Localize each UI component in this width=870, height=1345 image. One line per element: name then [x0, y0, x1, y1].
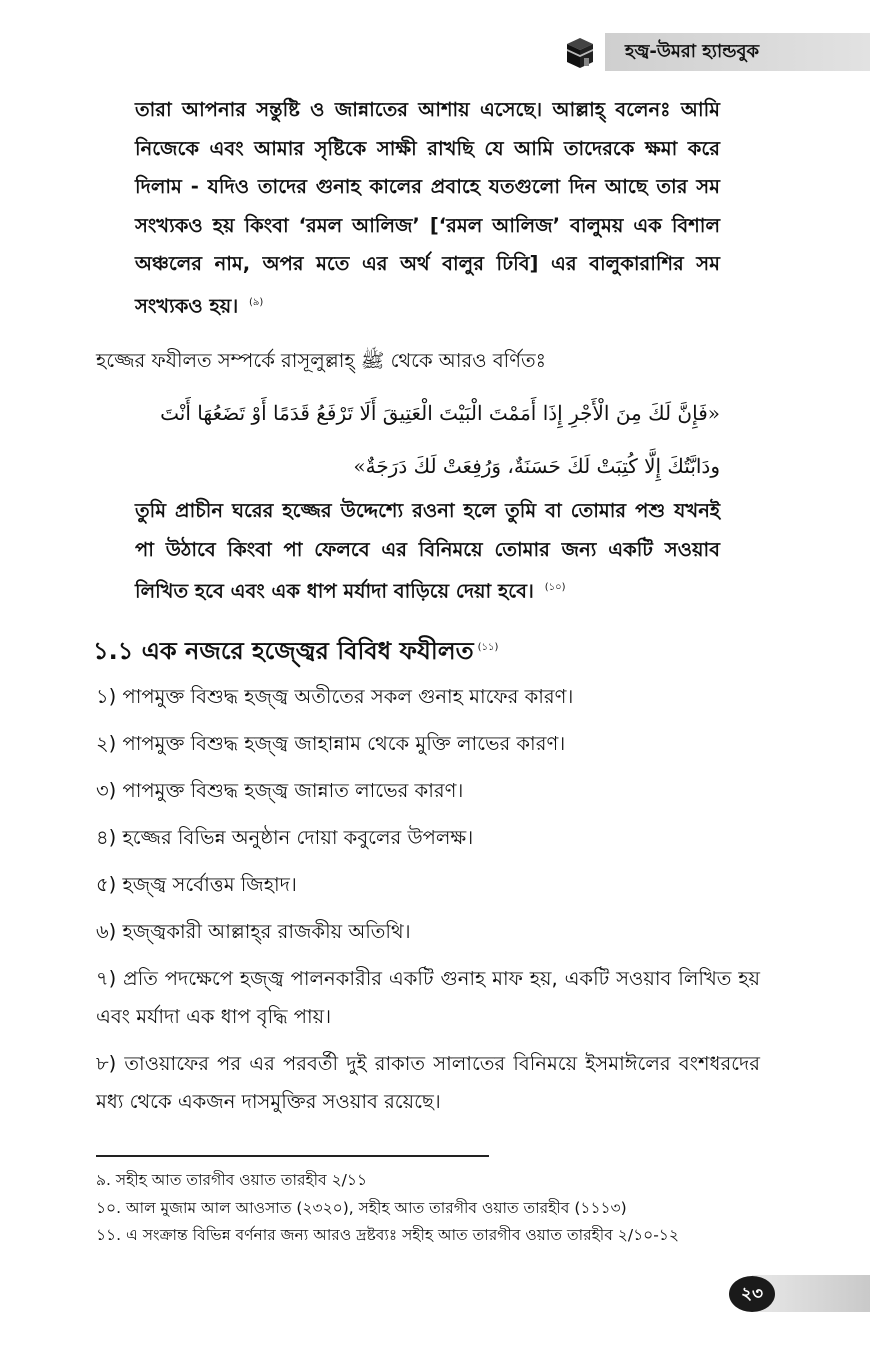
- section-heading-text: ১.১ এক নজরে হজ্জ্বের বিবিধ ফযীলত: [93, 637, 474, 665]
- list-item: ৭) প্রতি পদক্ষেপে হজ্জ্ব পালনকারীর একটি গুনাহ মাফ হয়, একটি সওয়াব লিখিত হয় এবং মর্যাদা এক ধাপ বৃদ্ধি পায়।: [96, 967, 760, 1028]
- kaaba-icon: [563, 34, 597, 70]
- footnote: ১১. এ সংক্রান্ত বিভিন্ন বর্ণনার জন্য আরও দ্রষ্টব্যঃ সহীহ আত তারগীব ওয়াত তারহীব ২/১০-১২: [96, 1226, 679, 1244]
- translation: [135, 492, 720, 611]
- arabic-text-line-2: ودَابَّتُكَ إِلَّا كُتِبَتْ لَكَ حَسَنَةٌ، وَرُفِعَتْ لَكَ دَرَجَةٌ»: [353, 454, 720, 478]
- section-heading: [93, 628, 498, 671]
- list-item: ১) পাপমুক্ত বিশুদ্ধ হজ্জ্ব অতীতের সকল গুনাহ মাফের কারণ।: [96, 685, 574, 708]
- list-item: ৩) পাপমুক্ত বিশুদ্ধ হজ্জ্ব জান্নাত লাভের কারণ।: [96, 779, 464, 802]
- list-item: ২) পাপমুক্ত বিশুদ্ধ হজ্জ্ব জাহান্নাম থেকে মুক্তি লাভের কারণ।: [96, 732, 566, 755]
- list-item: ৮) তাওয়াফের পর এর পরবর্তী দুই রাকাত সালাতের বিনিময়ে ইসমাঈলের বংশধরদের মধ্য থেকে একজন দাসমুক্তির সওয়াব রয়েছে।: [96, 1052, 760, 1113]
- footnote-ref: (৯): [249, 296, 264, 308]
- list-item: ৪) হজ্জের বিভিন্ন অনুষ্ঠান দোয়া কবুলের উপলক্ষ।: [96, 826, 474, 849]
- translation-text: তুমি প্রাচীন ঘরের হজ্জের উদ্দেশ্যে রওনা হলে তুমি বা তোমার পশু যখনই পা উঠাবে কিংবা পা ফেলবে এর বিনিময়ে তোমার জন্য একটি সওয়াব লিখিত হবে এবং এক ধাপ মর্যাদা বাড়িয়ে দেয়া হবে।: [135, 499, 720, 603]
- list-item: ৬) হজ্জ্বকারী আল্লাহ্‌র রাজকীয় অতিথি।: [96, 920, 411, 943]
- arabic-text-line-1: «فَإِنَّ لَكَ مِنَ الْأَجْرِ إِذَا أَمَمْتَ الْبَيْتَ الْعَتِيقَ أَلَا تَرْفَعُ قَدَمًا أَوْ تَضَعُهَا أَنْتَ: [160, 401, 720, 425]
- virtues-list: [96, 678, 760, 1130]
- footnote: ১০. আল মুজাম আল আওসাত (২৩২০), সহীহ আত তারগীব ওয়াত তারহীব (১১১৩): [96, 1198, 627, 1217]
- footnote-ref: (১০): [544, 582, 566, 593]
- list-item: ৫) হজ্জ্ব সর্বোত্তম জিহাদ।: [96, 873, 297, 896]
- footnote-divider: [96, 1155, 489, 1157]
- footnote-ref: (১১): [477, 642, 499, 653]
- footnotes: [96, 1167, 796, 1250]
- intro-text: হজ্জের ফযীলত সম্পর্কে রাসূলুল্লাহ্‌ ﷺ থেকে আরও বর্ণিতঃ: [96, 349, 547, 372]
- page-number: ২৩: [729, 1276, 775, 1312]
- hadith-quote-text: তারা আপনার সন্তুষ্টি ও জান্নাতের আশায় এসেছে। আল্লাহ্‌ বলেনঃ আমি নিজেকে এবং আমার সৃষ্টিকে সাক্ষী রাখছি যে আমি তাদেরকে ক্ষমা করে দিলাম - যদিও তাদের গুনাহ কালের প্রবাহে যতগুলো দিন আছে তার সম সংখ্যকও হয় কিংবা ‘রমল আলিজ’ [‘রমল আলিজ’ বালুময় এক বিশাল অঞ্চলের নাম, অপর মতে এর অর্থ বালুর ঢিবি] এর বালুকারাশির সম সংখ্যকও হয়।: [135, 98, 720, 317]
- header-title: হজ্ব-উমরা হ্যান্ডবুক: [625, 41, 760, 62]
- footnote: ৯. সহীহ আত তারগীব ওয়াত তারহীব ২/১১: [96, 1171, 368, 1189]
- hadith-quote: [135, 91, 720, 326]
